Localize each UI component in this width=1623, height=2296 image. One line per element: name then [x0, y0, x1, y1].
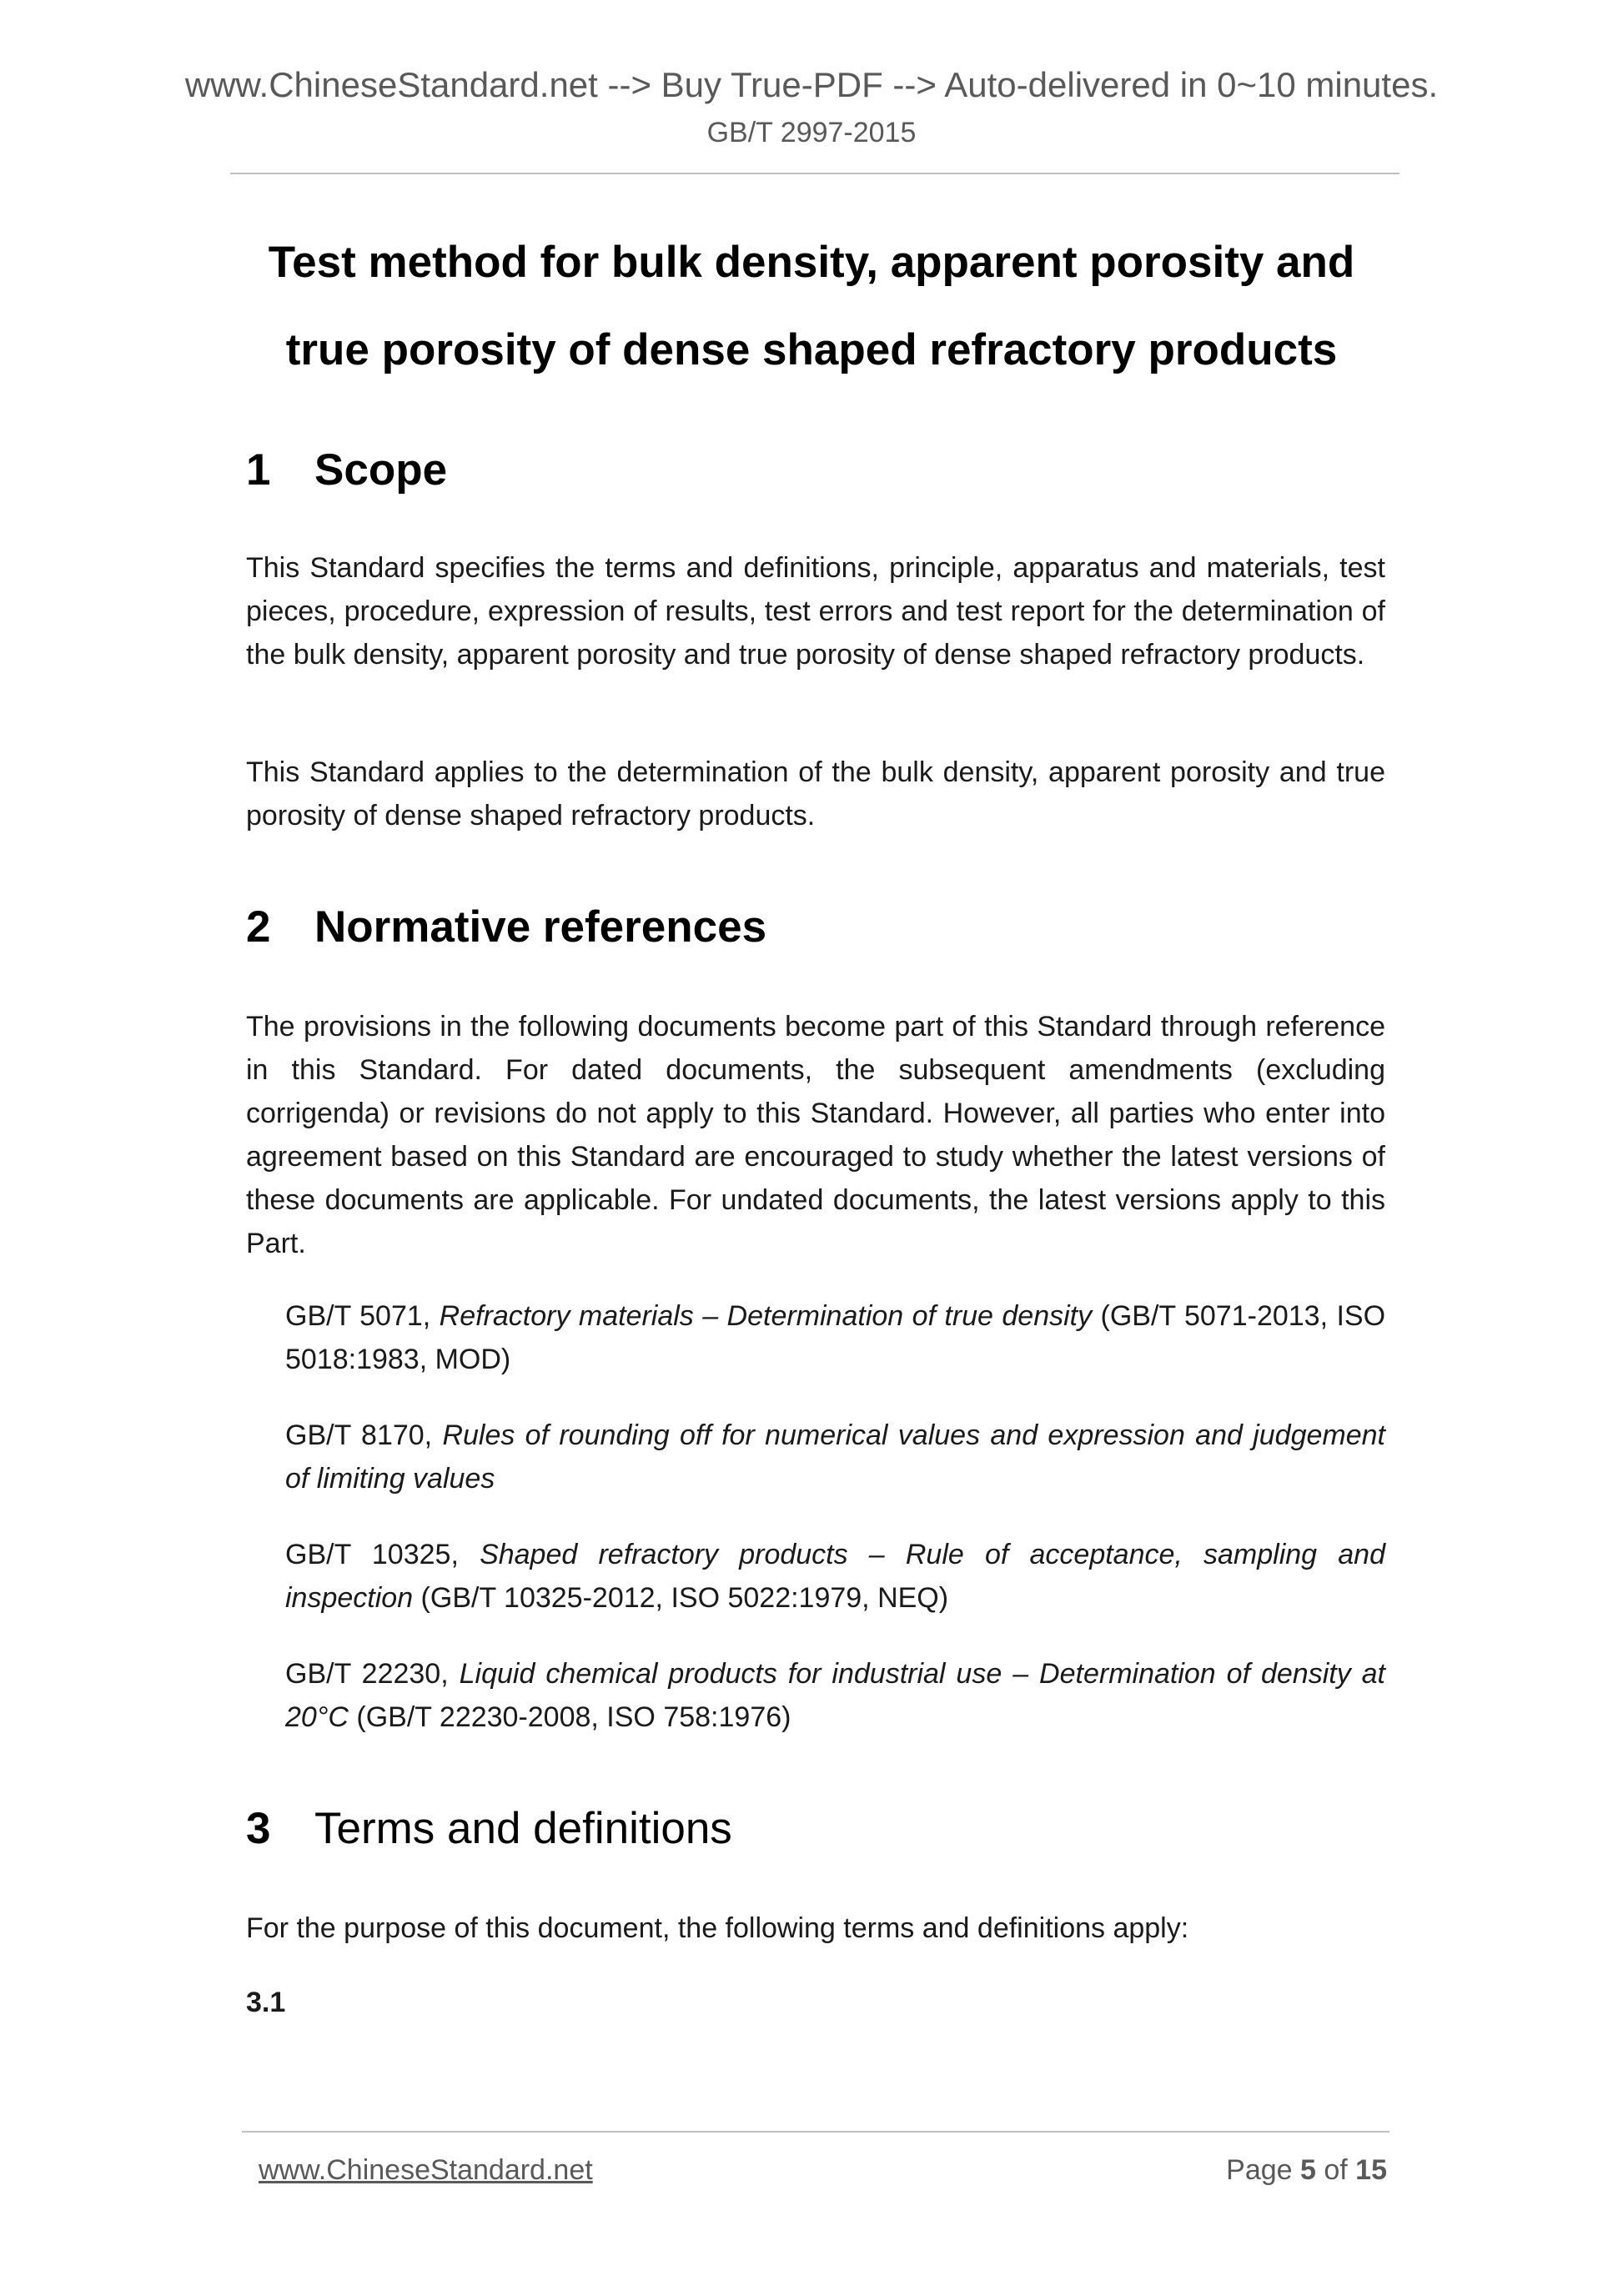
normative-paragraph: The provisions in the following documents become part of this Standard through reference in this Standard. For dated documents, the subsequent amendments (excluding corrigenda) or revisions do not apply to this Standard. However, all parties who enter into agreement based on this Standard are encouraged to study whether the latest versions of these documents are applicable. For undated documents, the latest versions apply to this Part. — [246, 1011, 1385, 1259]
scope-paragraph-1: This Standard specifies the terms and definitions, principle, apparatus and materials, test pieces, procedure, expression of results, test errors and test report for the determination of the bulk density, apparent porosity and true porosity of dense shaped refractory products. — [246, 552, 1385, 671]
section-title: Terms and definitions — [314, 1804, 732, 1853]
terms-paragraph: For the purpose of this document, the following terms and definitions apply: — [246, 1912, 1189, 1944]
footer-site-link[interactable]: www.ChineseStandard.net — [259, 2154, 593, 2186]
page-label: Page — [1226, 2154, 1300, 2186]
section-heading-scope — [246, 445, 447, 495]
reference-code: GB/T 5071, — [285, 1300, 440, 1332]
total-pages: 15 — [1355, 2154, 1387, 2186]
page-of-label: of — [1315, 2154, 1356, 2186]
site-banner: www.ChineseStandard.net --> Buy True-PDF --> Auto-delivered in 0~10 minutes. — [184, 65, 1439, 104]
current-page: 5 — [1300, 2154, 1316, 2186]
reference-suffix: (GB/T 22230-2008, ISO 758:1976) — [348, 1701, 791, 1733]
section-number: 3 — [246, 1804, 271, 1853]
reference-title: Rules of rounding off for numerical values and expression and judgement of limiting values — [285, 1419, 1385, 1495]
section-heading-terms-and-definitions — [246, 1803, 732, 1854]
document-title — [167, 219, 1456, 394]
reference-item — [285, 1414, 1385, 1500]
reference-item — [285, 1652, 1385, 1739]
reference-suffix: (GB/T 5071-2013, ISO 5018:1983, MOD) — [285, 1300, 1386, 1375]
section-title: Normative references — [314, 902, 767, 952]
title-line-1: Test method for bulk density, apparent porosity and — [268, 238, 1355, 287]
section-title: Scope — [314, 445, 448, 495]
reference-title: Refractory materials – Determination of true density — [439, 1300, 1093, 1332]
standard-code: GB/T 2997-2015 — [706, 117, 917, 148]
title-line-2: true porosity of dense shaped refractory products — [285, 325, 1338, 374]
reference-code: GB/T 8170, — [285, 1419, 443, 1451]
clause-number: 3.1 — [246, 1987, 286, 2018]
reference-title: Shaped refractory products – Rule of acceptance, sampling and inspection — [285, 1539, 1385, 1614]
section-number: 2 — [246, 902, 271, 952]
reference-title: Liquid chemical products for industrial use – Determination of density at 20°C — [285, 1658, 1385, 1733]
page-number — [1226, 2154, 1387, 2187]
section-heading-normative-references — [246, 902, 766, 952]
reference-code: GB/T 22230, — [285, 1658, 460, 1690]
section-number: 1 — [246, 445, 271, 495]
scope-paragraph-2: This Standard applies to the determination of the bulk density, apparent porosity and true porosity of dense shaped refractory products. — [246, 756, 1385, 831]
reference-suffix: (GB/T 10325-2012, ISO 5022:1979, NEQ) — [413, 1582, 949, 1614]
footer-divider — [242, 2131, 1389, 2133]
header-divider — [230, 173, 1399, 174]
reference-item — [285, 1294, 1385, 1381]
reference-code: GB/T 10325, — [285, 1539, 480, 1570]
reference-item — [285, 1533, 1385, 1620]
